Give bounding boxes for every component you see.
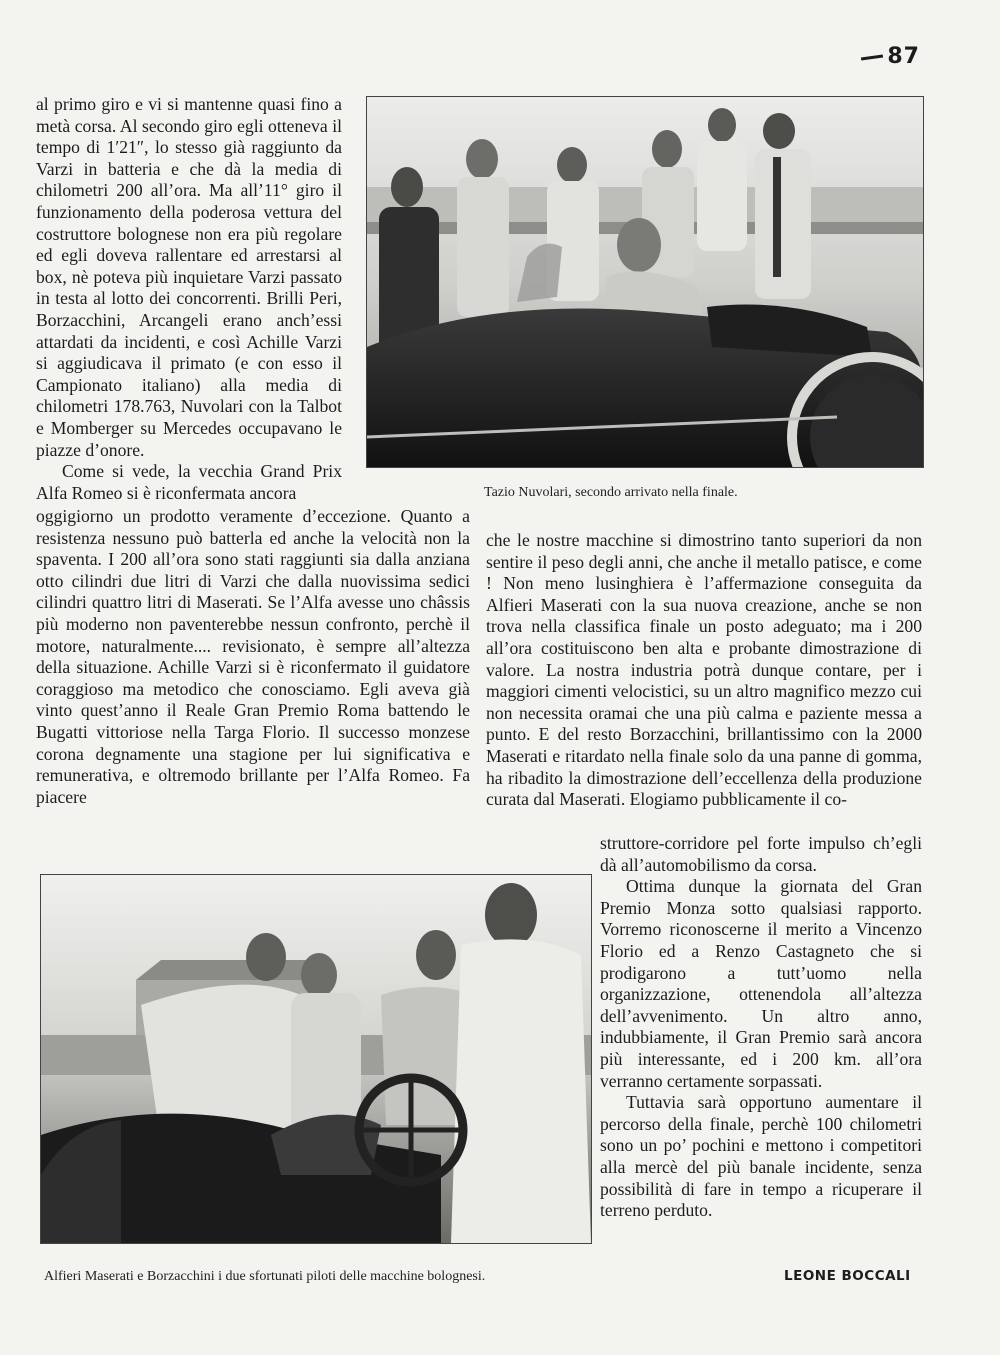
article-column-right [486, 530, 922, 811]
photo-caption-top: Tazio Nuvolari, secondo arrivato nella finale. [484, 485, 738, 500]
photo-nuvolari-image [367, 97, 923, 467]
photo-maserati-borzacchini-image [41, 875, 591, 1243]
article-paragraph: struttore-corridore pel forte impulso ch’egli dà all’automobilismo da corsa. [600, 833, 922, 875]
article-column-left-wide [36, 506, 470, 808]
article-column-left-top [36, 94, 342, 504]
article-column-right-narrow [600, 833, 922, 1222]
page-number: 87 [861, 44, 920, 69]
photo-caption-bottom: Alfieri Maserati e Borzacchini i due sfortunati piloti delle macchine bolognesi. [44, 1269, 486, 1284]
photo-maserati-borzacchini [40, 874, 592, 1244]
article-paragraph: Tuttavia sarà opportuno aumentare il percorso della finale, perchè 100 chilometri sono un po’ pochini e mettono i competitori alla mercè del più banale incidente, senza possibilità di fare in tempo a ricuperare il terreno perduto. [600, 1092, 922, 1221]
article-paragraph: oggigiorno un prodotto veramente d’eccezione. Quanto a resistenza nessuno può batterla ed anche la velocità non la spaventa. I 200 all’ora sono stati raggiunti sia dalla anziana otto cilindri due litri di Varzi che dalla nuovissima sedici cilindri quattro litri di Maserati. Se l’Alfa avesse uno châssis più moderno non paventerebbe nessun confronto, perchè il motore, naturalmente.... revisionato, è sempre all’altezza della situazione. Achille Varzi si è riconfermato il guidatore coraggioso ma metodico che conosciamo. Egli aveva già vinto quest’anno il Reale Gran Premio Roma battendo le Bugatti vittoriose nella Targa Florio. Il successo monzese corona degnamente una stagione per lui significativa e remunerativa, e oltremodo brillante per l’Alfa Romeo. Fa piacere [36, 506, 470, 807]
article-paragraph: al primo giro e vi si mantenne quasi fino a metà corsa. Al secondo giro egli otteneva il tempo di 1′21″, lo stesso già raggiunto da Varzi in batteria e che dà la media di chilometri 200 all’ora. Ma all’11° giro il funzionamento della poderosa vettura del costruttore bolognese non era più regolare ed egli doveva rallentare ed arrestarsi al box, nè poteva più inquietare Varzi passato in testa al lotto dei concorrenti. Brilli Peri, Borzacchini, Arcangeli erano anch’essi attardati da incidenti, e così Achille Varzi si aggiudicava il primato (e con esso il Campionato italiano) alla media di chilometri 178.763, Nuvolari con la Talbot e Momberger su Mercedes occupavano le piazze d’onore. [36, 94, 342, 460]
page-number-dash [861, 54, 883, 60]
photo-nuvolari [366, 96, 924, 468]
article-paragraph: Come si vede, la vecchia Grand Prix Alfa Romeo si è riconfermata ancora [36, 461, 342, 503]
article-author: LEONE BOCCALI [784, 1268, 911, 1284]
article-paragraph: che le nostre macchine si dimostrino tanto superiori da non sentire il peso degli anni, che anche il metallo patisce, e come ! Non meno lusinghiera è l’affermazione conseguita da Alfieri Maserati con la sua nuova creazione, anche se non trova nella classifica finale un posto adeguato; ma i 200 all’ora costituiscono ben alta e probante dimostrazione di valore. La nostra industria potrà dunque contare, per i maggiori cimenti velocistici, su un altro magnifico mezzo cui non necessita oramai che una più calma e paziente messa a punto. E del resto Borzacchini, brillantissimo con la 2000 Maserati e ritardato nella finale solo da una panne di gomma, ha ribadito la dimostrazione dell’eccellenza della produzione curata dal Maserati. Elogiamo pubblicamente il co- [486, 530, 922, 810]
article-paragraph: Ottima dunque la giornata del Gran Premio Monza sotto qualsiasi rapporto. Vorremo riconoscerne il merito a Vincenzo Florio ed a Renzo Castagneto che si prodigarono a tutt’uomo nella organizzazione, ottenendola all’altezza dell’avvenimento. Un altro anno, indubbiamente, il Gran Premio sarà ancora più interessante, ed i 200 km. all’ora verranno certamente sorpassati. [600, 876, 922, 1091]
